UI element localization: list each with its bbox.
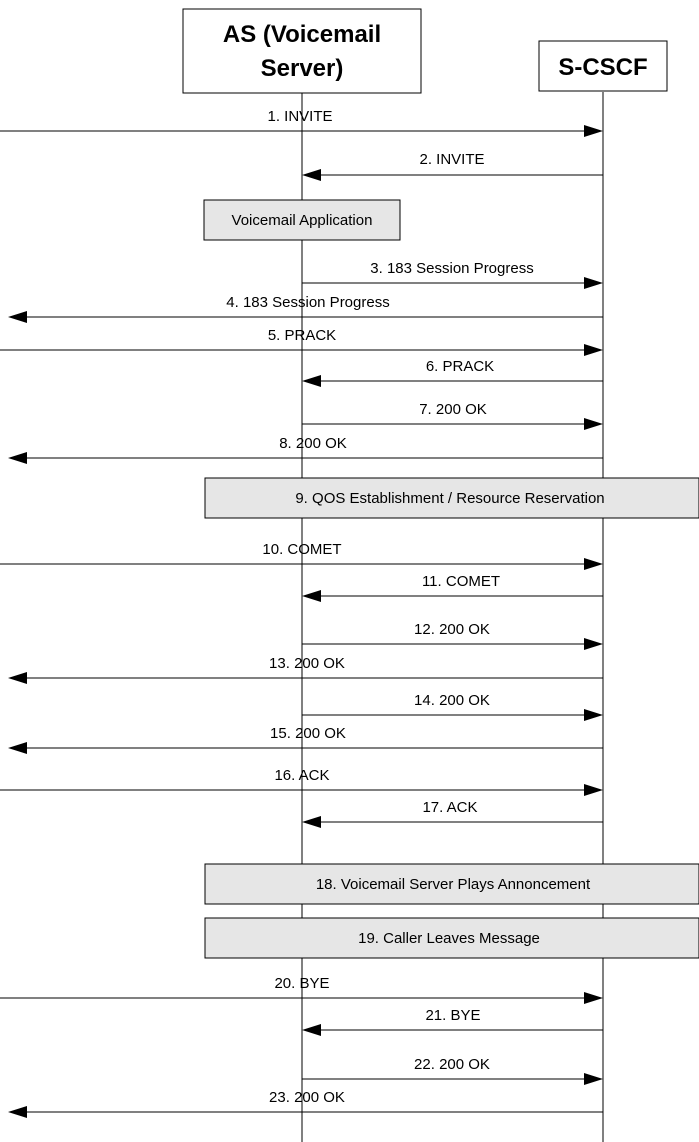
- message-15-200-ok: [8, 725, 603, 754]
- message-label: 13. 200 OK: [269, 655, 345, 672]
- as-participant-title-line1: AS (Voicemail: [222, 21, 382, 48]
- message-label: 20. BYE: [274, 975, 330, 992]
- as-participant-title-line2: Server): [260, 55, 344, 82]
- message-8-200-ok: [8, 435, 603, 464]
- note-label: 19. Caller Leaves Message: [358, 930, 540, 947]
- message-17-ack: [302, 799, 603, 828]
- message-13-200-ok: [8, 655, 603, 684]
- note-voicemail-application: [204, 200, 400, 240]
- message-label: 14. 200 OK: [414, 692, 490, 709]
- note-qos-establishment: [205, 478, 699, 518]
- note-caller-leaves-message: [205, 918, 699, 958]
- message-22-200-ok: [302, 1056, 603, 1085]
- message-label: 10. COMET: [262, 541, 342, 558]
- message-4-183-session-progress: [8, 294, 603, 323]
- message-14-200-ok: [302, 692, 603, 721]
- message-label: 3. 183 Session Progress: [370, 260, 534, 277]
- message-label: 15. 200 OK: [270, 725, 346, 742]
- message-label: 1. INVITE: [267, 108, 333, 125]
- note-plays-announcement: [205, 864, 699, 904]
- message-6-prack: [302, 358, 603, 387]
- note-label: 18. Voicemail Server Plays Annoncement: [315, 876, 591, 893]
- scscf-participant: [539, 41, 667, 91]
- message-label: 7. 200 OK: [419, 401, 487, 418]
- message-23-200-ok: [8, 1089, 603, 1118]
- note-label: Voicemail Application: [231, 212, 373, 229]
- message-label: 2. INVITE: [419, 151, 485, 168]
- message-label: 4. 183 Session Progress: [226, 294, 390, 311]
- message-label: 8. 200 OK: [279, 435, 347, 452]
- note-label: 9. QOS Establishment / Resource Reservation: [295, 490, 605, 507]
- message-label: 23. 200 OK: [269, 1089, 345, 1106]
- message-21-bye: [302, 1007, 603, 1036]
- message-2-invite: [302, 151, 603, 181]
- as-participant: [183, 9, 421, 93]
- message-12-200-ok: [302, 621, 603, 650]
- message-7-200-ok: [302, 401, 603, 430]
- message-label: 17. ACK: [422, 799, 478, 816]
- message-label: 12. 200 OK: [414, 621, 490, 638]
- message-label: 21. BYE: [425, 1007, 481, 1024]
- message-3-183-session-progress: [302, 260, 603, 289]
- message-label: 6. PRACK: [425, 358, 495, 375]
- message-label: 16. ACK: [274, 767, 330, 784]
- scscf-participant-title: S-CSCF: [558, 54, 648, 81]
- message-11-comet: [302, 573, 603, 602]
- message-label: 22. 200 OK: [414, 1056, 490, 1073]
- message-label: 11. COMET: [421, 573, 501, 590]
- message-label: 5. PRACK: [267, 327, 337, 344]
